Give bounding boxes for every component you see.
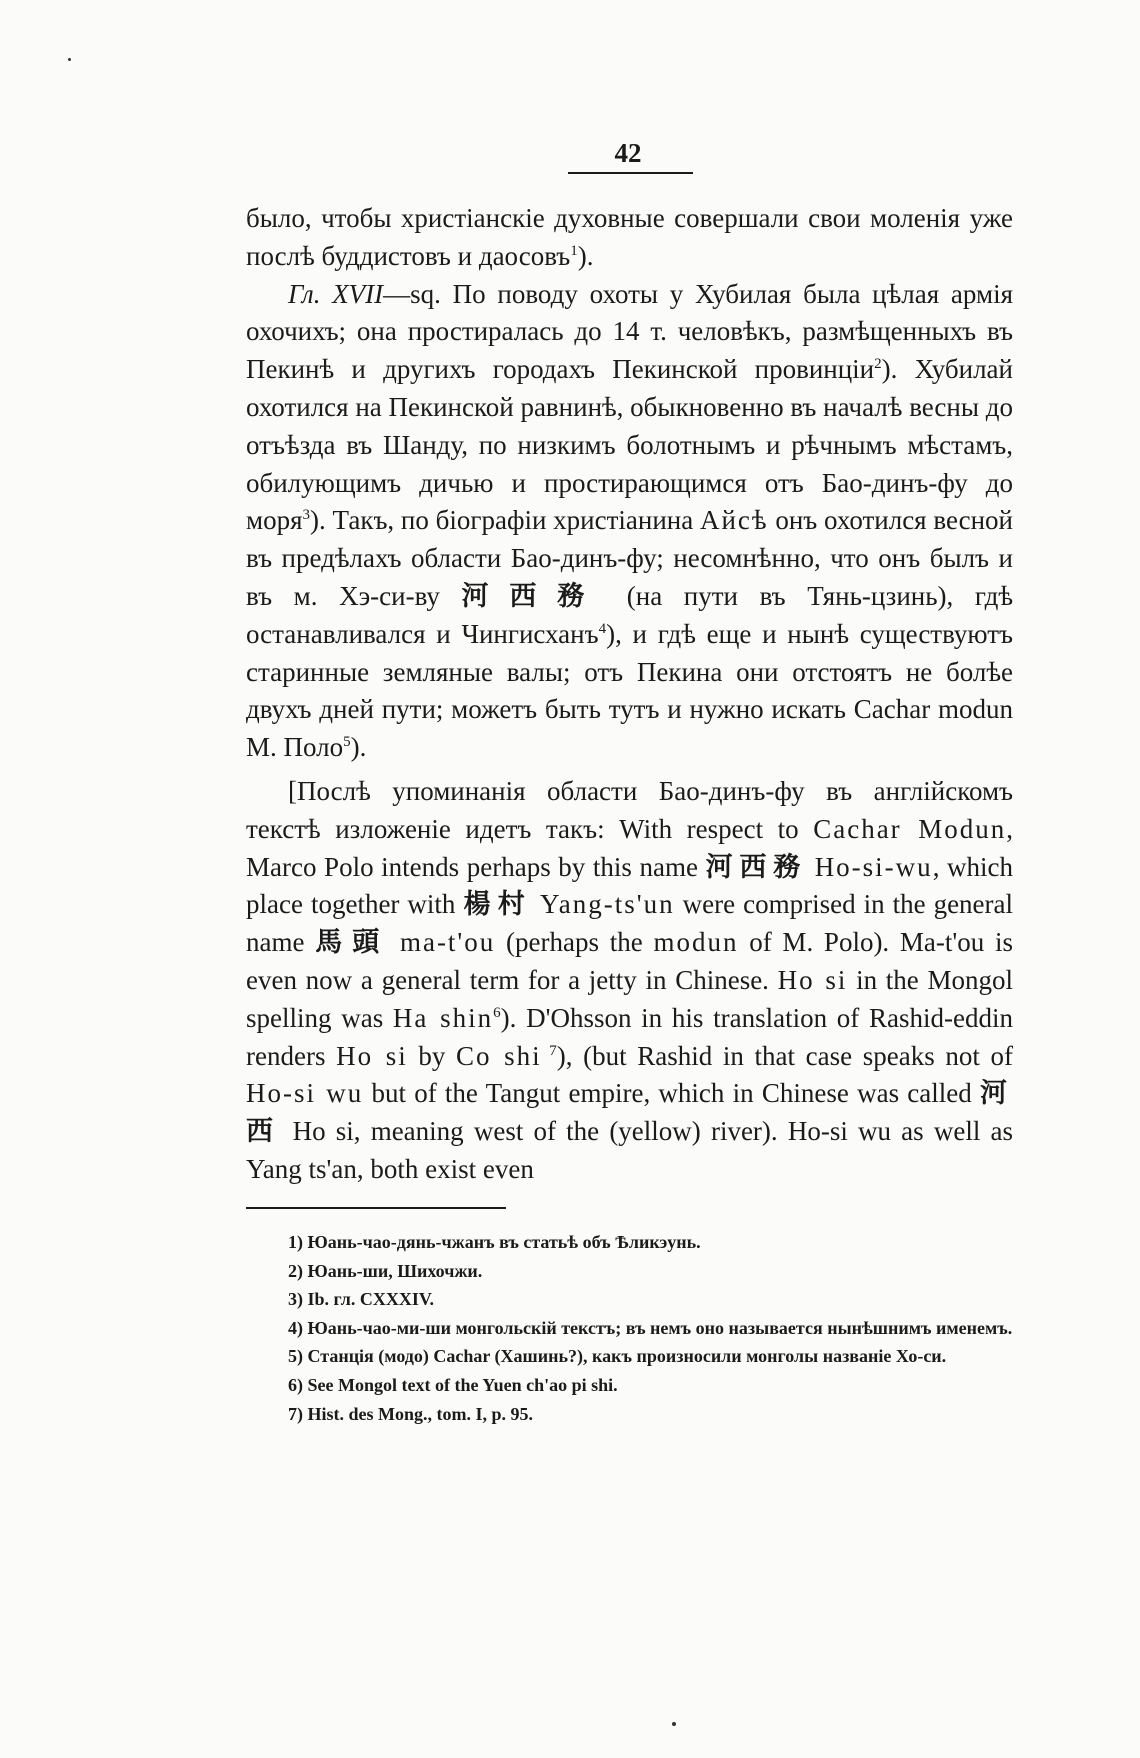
text-run: by (407, 1040, 456, 1071)
text-run: Ho si, meaning west of the (yellow) river). Ho-si wu as well as Yang ts'an, both exist even (246, 1116, 1013, 1184)
text-run: were comprised in the general name (246, 889, 1014, 958)
text-run (389, 927, 400, 957)
footnote-7: 7) Hist. des Mong., tom. I, p. 95. (288, 1403, 534, 1424)
spaced-term: Ho si (336, 1040, 408, 1071)
paragraph-1 (246, 200, 1013, 276)
text-run: , Marco Polo intends perhaps by this name (246, 813, 1013, 882)
chinese-characters: 馬頭 (315, 927, 390, 959)
footnote-ref: 3 (302, 507, 311, 524)
paragraph-2 (246, 276, 1013, 767)
paragraph-3 (246, 773, 1013, 1189)
spaced-term: ma-t'ou (399, 927, 496, 958)
text-run: ). (577, 240, 594, 271)
footnote-ref: 1 (570, 242, 578, 259)
text-run (807, 852, 815, 882)
chinese-characters: 河西務 (705, 851, 808, 883)
chinese-characters: 河西務 (461, 580, 606, 612)
chapter-ref: Гл. XVII (288, 278, 384, 309)
text-run: ). Такъ, по біографіи христіанина (310, 505, 700, 536)
page-number-rule (568, 172, 693, 174)
footnote-3: 3) Ib. гл. CXXXIV. (288, 1289, 435, 1310)
page-number: 42 (614, 138, 642, 168)
footnote-ref: 4 (598, 620, 607, 637)
footnote-4: 4) Юань-чао-ми-ши монгольскій текстъ; въ немъ оно называется нынѣшнимъ именемъ. (288, 1317, 1013, 1338)
spaced-term: Co shi (456, 1040, 542, 1071)
spaced-term: Ho si (777, 964, 848, 995)
footnotes (246, 1228, 1013, 1428)
footnote-rule (246, 1207, 506, 1209)
text-run: было, чтобы христіанскіе духовные совершали свои моленія уже послѣ буддистовъ и даосовъ (246, 203, 1013, 271)
footnote-1: 1) Юань-чао-дянь-чжанъ въ статьѣ объ Ѣликэунь. (288, 1232, 701, 1252)
text-run (532, 889, 540, 919)
footnote-2: 2) Юань-ши, Шихочжи. (288, 1260, 483, 1281)
text-run: in the Mongol spelling was (246, 964, 1013, 1033)
footnote-ref: 5 (343, 734, 351, 751)
text-run: [Послѣ упоминанія области Бао-динъ-фу въ англійскомъ текстѣ изложеніе идетъ такъ: With respect to (246, 775, 1013, 844)
text-run: , which place together with (246, 851, 1014, 920)
page-speck (68, 58, 71, 61)
chinese-characters: 河西 (246, 1078, 1013, 1148)
spaced-term: Yang-ts'un (539, 889, 675, 920)
footnote-ref: 2 (874, 356, 882, 373)
main-text (246, 200, 1013, 1189)
spaced-term: modun (653, 927, 739, 958)
text-run: but of the Tangut empire, which in Chinese was called (363, 1078, 980, 1109)
text-run: (perhaps the (495, 927, 654, 958)
text-run: ). D'Ohsson in his translation of Rashid-eddin renders (246, 1002, 1013, 1071)
footnote-ref: 7 (541, 1042, 557, 1059)
spaced-term: Ho-si-wu (814, 851, 933, 882)
spaced-term: Ho-si wu (246, 1078, 364, 1109)
page-speck (672, 1722, 676, 1726)
footnote-6: 6) See Mongol text of the Yuen ch'ao pi shi. (288, 1374, 618, 1395)
text-run: ). (350, 732, 367, 763)
text-run: ), и гдѣ еще и нынѣ существуютъ старинные земляные валы; отъ Пекина они отстоятъ не болѣе двухъ дней пути; можетъ быть тутъ и нужно искать Cachar modun М. Поло (246, 618, 1014, 763)
spaced-term: Айсѣ (699, 505, 769, 536)
text-run: (на пути въ Тянь-цзинь), гдѣ останавливался и Чингисханъ (246, 580, 1014, 649)
footnote-ref: 6 (493, 1004, 501, 1021)
footnote-5: 5) Станція (модо) Cachar (Хашинь?), какъ произносили монголы названіе Хо-си. (288, 1346, 947, 1367)
text-run: онъ охотился весной въ предѣлахъ области Бао-динъ-фу; несомнѣнно, что онъ былъ и въ м. Хэ-си-ву (246, 505, 1013, 611)
text-run: —sq. По поводу охоты у Хубилая была цѣлая армія охочихъ; она простиралась до 14 т. человѣкъ, размѣщенныхъ въ Пекинѣ и другихъ городахъ Пекинской провинціи (246, 278, 1013, 385)
spaced-term: Cachar Modun (813, 813, 1007, 844)
spaced-term: Ha shin (392, 1002, 494, 1033)
text-run: ), (but Rashid in that case speaks not of (556, 1040, 1013, 1071)
text-run: ). Хубилай охотился на Пекинской равнинѣ, обыкновенно въ началѣ весны до отъѣзда въ Шанду, по низкимъ болотнымъ и рѣчнымъ мѣстамъ, обилующимъ дичью и простирающимся отъ Бао-динъ-фу до моря (246, 354, 1013, 536)
chinese-characters: 楊村 (463, 889, 532, 921)
text-run: of M. Polo). Ma-t'ou is even now a general term for a jetty in Chinese. (246, 927, 1014, 995)
